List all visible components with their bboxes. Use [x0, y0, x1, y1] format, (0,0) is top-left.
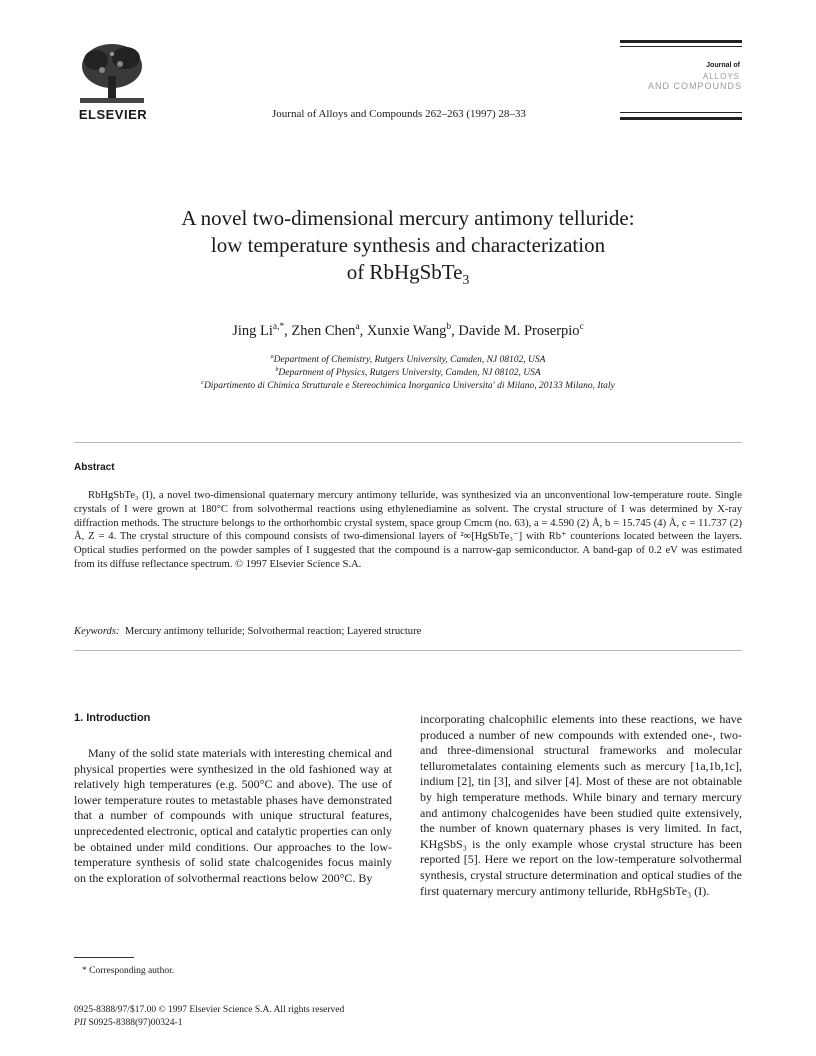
- footnote-rule: [74, 957, 134, 958]
- publisher-name: ELSEVIER: [78, 107, 148, 122]
- copyright-block: [74, 1004, 344, 1030]
- footnote: * Corresponding author.: [82, 966, 175, 976]
- journal-citation: Journal of Alloys and Compounds 262–263 (1997) 28–33: [272, 108, 526, 120]
- author-name: Jing Li: [232, 322, 273, 339]
- affiliation: $^b$Department of Physics, Rutgers University, Camden, NJ 08102, USA: [275, 367, 541, 379]
- abstract-heading: Abstract: [74, 462, 115, 473]
- keywords-label: Keywords:: [74, 626, 120, 637]
- author-list: Jing $Li^{a,*}$, Zhen Chen$^a$, Xunxie Wang$^b$, Davide M. Proserpio$^c$: [232, 322, 584, 339]
- body-paragraph: incorporating chalcophilic elements into these reactions, we have produced a number of new compounds with extended one-, two- and three-dimensional structural frameworks and molecular tellurometalates containing elements such as mercury [1a,1b,1c], indium [2], tin [3], and silver [4]. Most of these are not obtainable by high temperature methods. While binary and ternary mercury and antimony chalcogenides have been studied quite extensively, the number of known quaternary phases is very limited. In fact, KHgSbS₃ is the only example whose crystal structure has been reported [5]. Here we report on the low-temperature solvothermal synthesis, crystal structure determination and optical studies of the first quaternary mercury antimony telluride, RbHgSbTe₃ (I).: [420, 712, 742, 898]
- keywords-text: Mercury antimony telluride; Solvothermal reaction; Layered structure: [124, 626, 422, 637]
- divider: [74, 650, 742, 651]
- journal-bar: [620, 40, 742, 43]
- journal-bar: [620, 117, 742, 120]
- journal-bar: [620, 46, 742, 47]
- body-paragraph: Many of the solid state materials with interesting chemical and physical properties were synthesized in the old fashioned way at relatively high temperatures (e.g. 500°C and above). The use of lower temperature routes to metastable phases have demonstrated that a number of compounds with unique structural features, unprecedented electronic, optical and catalytic properties can only be obtained under mild conditions. Our approaches to the low-temperature synthesis of solid state chalcogenides focus mainly on the exploration of solvothermal reactions below 200°C. By: [74, 746, 392, 885]
- abstract-text: RbHgSbTe₃ (I), a novel two-dimensional quaternary mercury antimony telluride, was synthesized via an unconventional low-temperature route. Single crystals of I were grown at 180°C from solvothermal reactions using ethylenediamine as solvent. The crystal structure of I was determined by X-ray diffraction methods. The structure belongs to the orthorhombic crystal system, space group Cmcm (no. 63), a = 4.590 (2) Å, b = 15.745 (4) Å, c = 11.737 (2) Å, Z = 4. The crystal structure of this compound consists of two-dimensional layers of ²∞[HgSbTe₃⁻] with Rb⁺ counterions located between the layers. Optical studies performed on the powder samples of I suggested that the compound is a narrow-gap semiconductor. A band-gap of 0.2 eV was estimated from its diffuse reflectance spectrum. © 1997 Elsevier Science S.A.: [74, 490, 742, 570]
- author-name: Xunxie Wang: [366, 322, 447, 339]
- author-name: Zhen Chen: [291, 322, 356, 339]
- affiliation: $^c$Dipartimento di Chimica Strutturale e Stereochimica Inorganica Universita' di Milano, 20133 Milano, Italy: [201, 380, 615, 392]
- section-heading: 1. Introduction: [74, 712, 151, 724]
- divider: [74, 442, 742, 443]
- journal-logo-subtitle: ALLOYS: [702, 72, 740, 81]
- journal-logo-title: Journal of: [706, 62, 740, 69]
- journal-logo-subtitle: AND COMPOUNDS: [647, 81, 742, 91]
- author-name: Davide M. Proserpio: [458, 322, 580, 339]
- elsevier-tree-logo: [76, 40, 148, 106]
- pii-label: PII: [74, 1018, 87, 1028]
- journal-bar: [620, 112, 742, 113]
- keywords: [74, 626, 742, 637]
- pii-value: S0925-8388(97)00324-1: [88, 1018, 183, 1028]
- affiliation: $^a$Department of Chemistry, Rutgers University, Camden, NJ 08102, USA: [270, 354, 546, 366]
- article-title: A novel two-dimensional mercury antimony telluride: low temperature synthesis and characterization of RbHgSbTe$_3$: [181, 206, 635, 288]
- copyright-line: 0925-8388/97/$17.00 © 1997 Elsevier Science S.A. All rights reserved: [74, 1005, 345, 1015]
